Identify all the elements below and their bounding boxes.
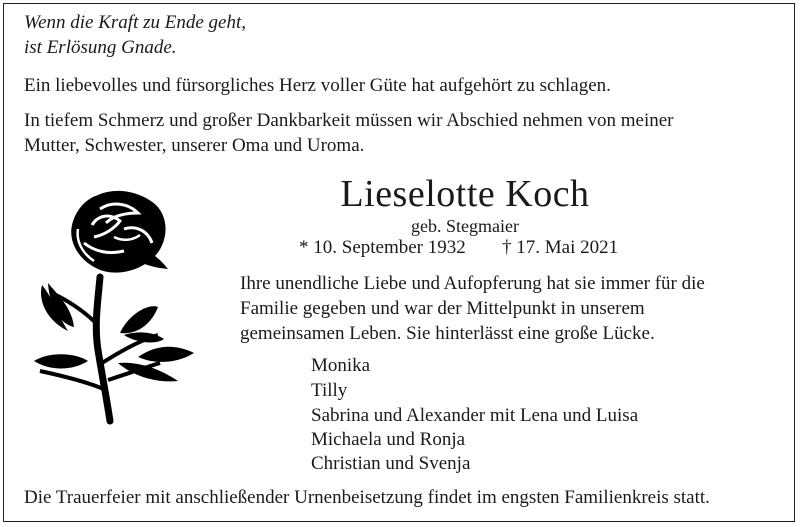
mourner-4: Michaela und Ronja [311,429,466,450]
mourner-1: Monika [311,355,371,376]
funeral-info: Die Trauerfeier mit anschließender Urnenbeisetzung findet im engsten Familienkreis statt. [24,487,710,508]
farewell-line-1: In tiefem Schmerz und großer Dankbarkeit müssen wir Abschied nehmen von meiner [24,110,674,131]
tribute-line-3: gemeinsamen Leben. Sie hinterlässt eine große Lücke. [240,323,655,344]
farewell-line-2: Mutter, Schwester, unserer Oma und Uroma. [24,135,365,156]
mourner-2: Tilly [311,380,348,401]
motto-line-2: ist Erlösung Gnade. [24,37,177,58]
intro-text: Ein liebevolles und fürsorgliches Herz voller Güte hat aufgehört zu schlagen. [24,75,611,96]
birth-date: * 10. September 1932 [299,237,466,258]
tribute-line-2: Familie gegeben und war der Mittelpunkt in unserem [240,298,645,319]
deceased-name: Lieselotte Koch [340,173,590,215]
mourner-5: Christian und Svenja [311,453,471,474]
motto-line-1: Wenn die Kraft zu Ende geht, [24,12,246,33]
maiden-name: geb. Stegmaier [411,216,519,236]
rose-icon [28,185,203,425]
death-date: † 17. Mai 2021 [502,237,619,258]
mourner-3: Sabrina und Alexander mit Lena und Luisa [311,405,639,426]
tribute-line-1: Ihre unendliche Liebe und Aufopferung hat sie immer für die [240,273,705,294]
